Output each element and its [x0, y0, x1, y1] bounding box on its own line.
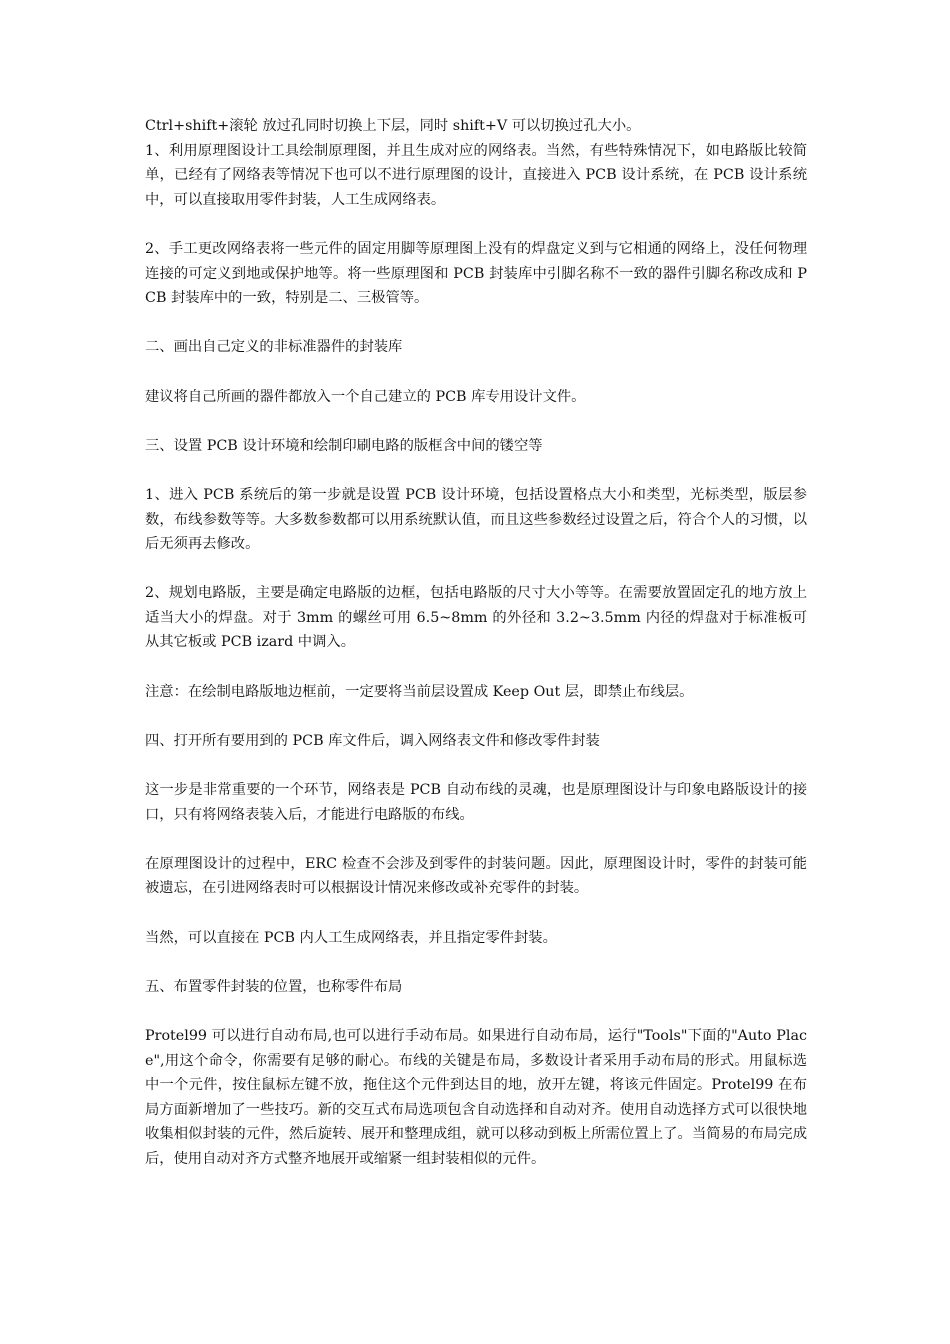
- section-heading-3: 三、设置 PCB 设计环境和绘制印刷电路的版框含中间的镂空等: [145, 437, 543, 454]
- section-heading-2: 二、画出自己定义的非标准器件的封装库: [145, 339, 403, 356]
- section-heading-4: 四、打开所有要用到的 PCB 库文件后，调入网络表文件和修改零件封装: [145, 732, 600, 749]
- paragraph-pcb-environment: 1、进入 PCB 系统后的第一步就是设置 PCB 设计环境，包括设置格点大小和类型，光标类型，版层参数，布线参数等等。大多数参数都可以用系统默认值，而且这些参数经过设置之后，符合个人的习惯，以后无须再去修改。: [145, 486, 807, 553]
- paragraph-protel-placement: Protel99 可以进行自动布局,也可以进行手动布局。如果进行自动布局，运行"Tools"下面的"Auto Place",用这个命令，你需要有足够的耐心。布线的关键是布局，多数设计者采用手动布局的形式。用鼠标选中一个元件，按住鼠标左键不放，拖住这个元件到达目的地，放开左键，将该元件固定。Protel99 在布局方面新增加了一些技巧。新的交互式布局选项包含自动选择和自动对齐。使用自动选择方式可以很快地收集相似封装的元件，然后旋转、展开和整理成组，就可以移动到板上所需位置上了。当简易的布局完成后，使用自动对齐方式整齐地展开或缩紧一组封装相似的元件。: [145, 1027, 807, 1167]
- paragraph-manual-netlist: 当然，可以直接在 PCB 内人工生成网络表，并且指定零件封装。: [145, 929, 557, 946]
- paragraph-keepout-note: 注意：在绘制电路版地边框前，一定要将当前层设置成 Keep Out 层，即禁止布线层。: [145, 683, 694, 700]
- paragraph-library-advice: 建议将自己所画的器件都放入一个自己建立的 PCB 库专用设计文件。: [145, 388, 586, 405]
- section-heading-5: 五、布置零件封装的位置，也称零件布局: [145, 978, 403, 995]
- paragraph-erc-footprint: 在原理图设计的过程中，ERC 检查不会涉及到零件的封装问题。因此，原理图设计时，零件的封装可能被遗忘，在引进网络表时可以根据设计情况来修改或补充零件的封装。: [145, 855, 807, 897]
- document-body: [145, 114, 807, 1196]
- paragraph-board-planning: 2、规划电路版，主要是确定电路版的边框，包括电路版的尺寸大小等等。在需要放置固定孔的地方放上适当大小的焊盘。对于 3mm 的螺丝可用 6.5~8mm 的外径和 3.2~3.5mm 内径的焊盘对于标准板可从其它板或 PCB izard 中调入。: [145, 585, 807, 651]
- paragraph-step-1: 1、利用原理图设计工具绘制原理图，并且生成对应的网络表。当然，有些特殊情况下，如电路版比较简单，已经有了网络表等情况下也可以不进行原理图的设计，直接进入 PCB 设计系统，在 PCB 设计系统中，可以直接取用零件封装，人工生成网络表。: [145, 142, 807, 208]
- paragraph-shortcut-tip: Ctrl+shift+滚轮 放过孔同时切换上下层，同时 shift+V 可以切换过孔大小。: [145, 118, 641, 134]
- paragraph-step-2: 2、手工更改网络表将一些元件的固定用脚等原理图上没有的焊盘定义到与它相通的网络上，没任何物理连接的可定义到地或保护地等。将一些原理图和 PCB 封装库中引脚名称不一致的器件引脚名称改成和 PCB 封装库中的一致，特别是二、三极管等。: [145, 240, 807, 307]
- paragraph-netlist-importance: 这一步是非常重要的一个环节，网络表是 PCB 自动布线的灵魂，也是原理图设计与印象电路版设计的接口，只有将网络表装入后，才能进行电路版的布线。: [145, 782, 807, 823]
